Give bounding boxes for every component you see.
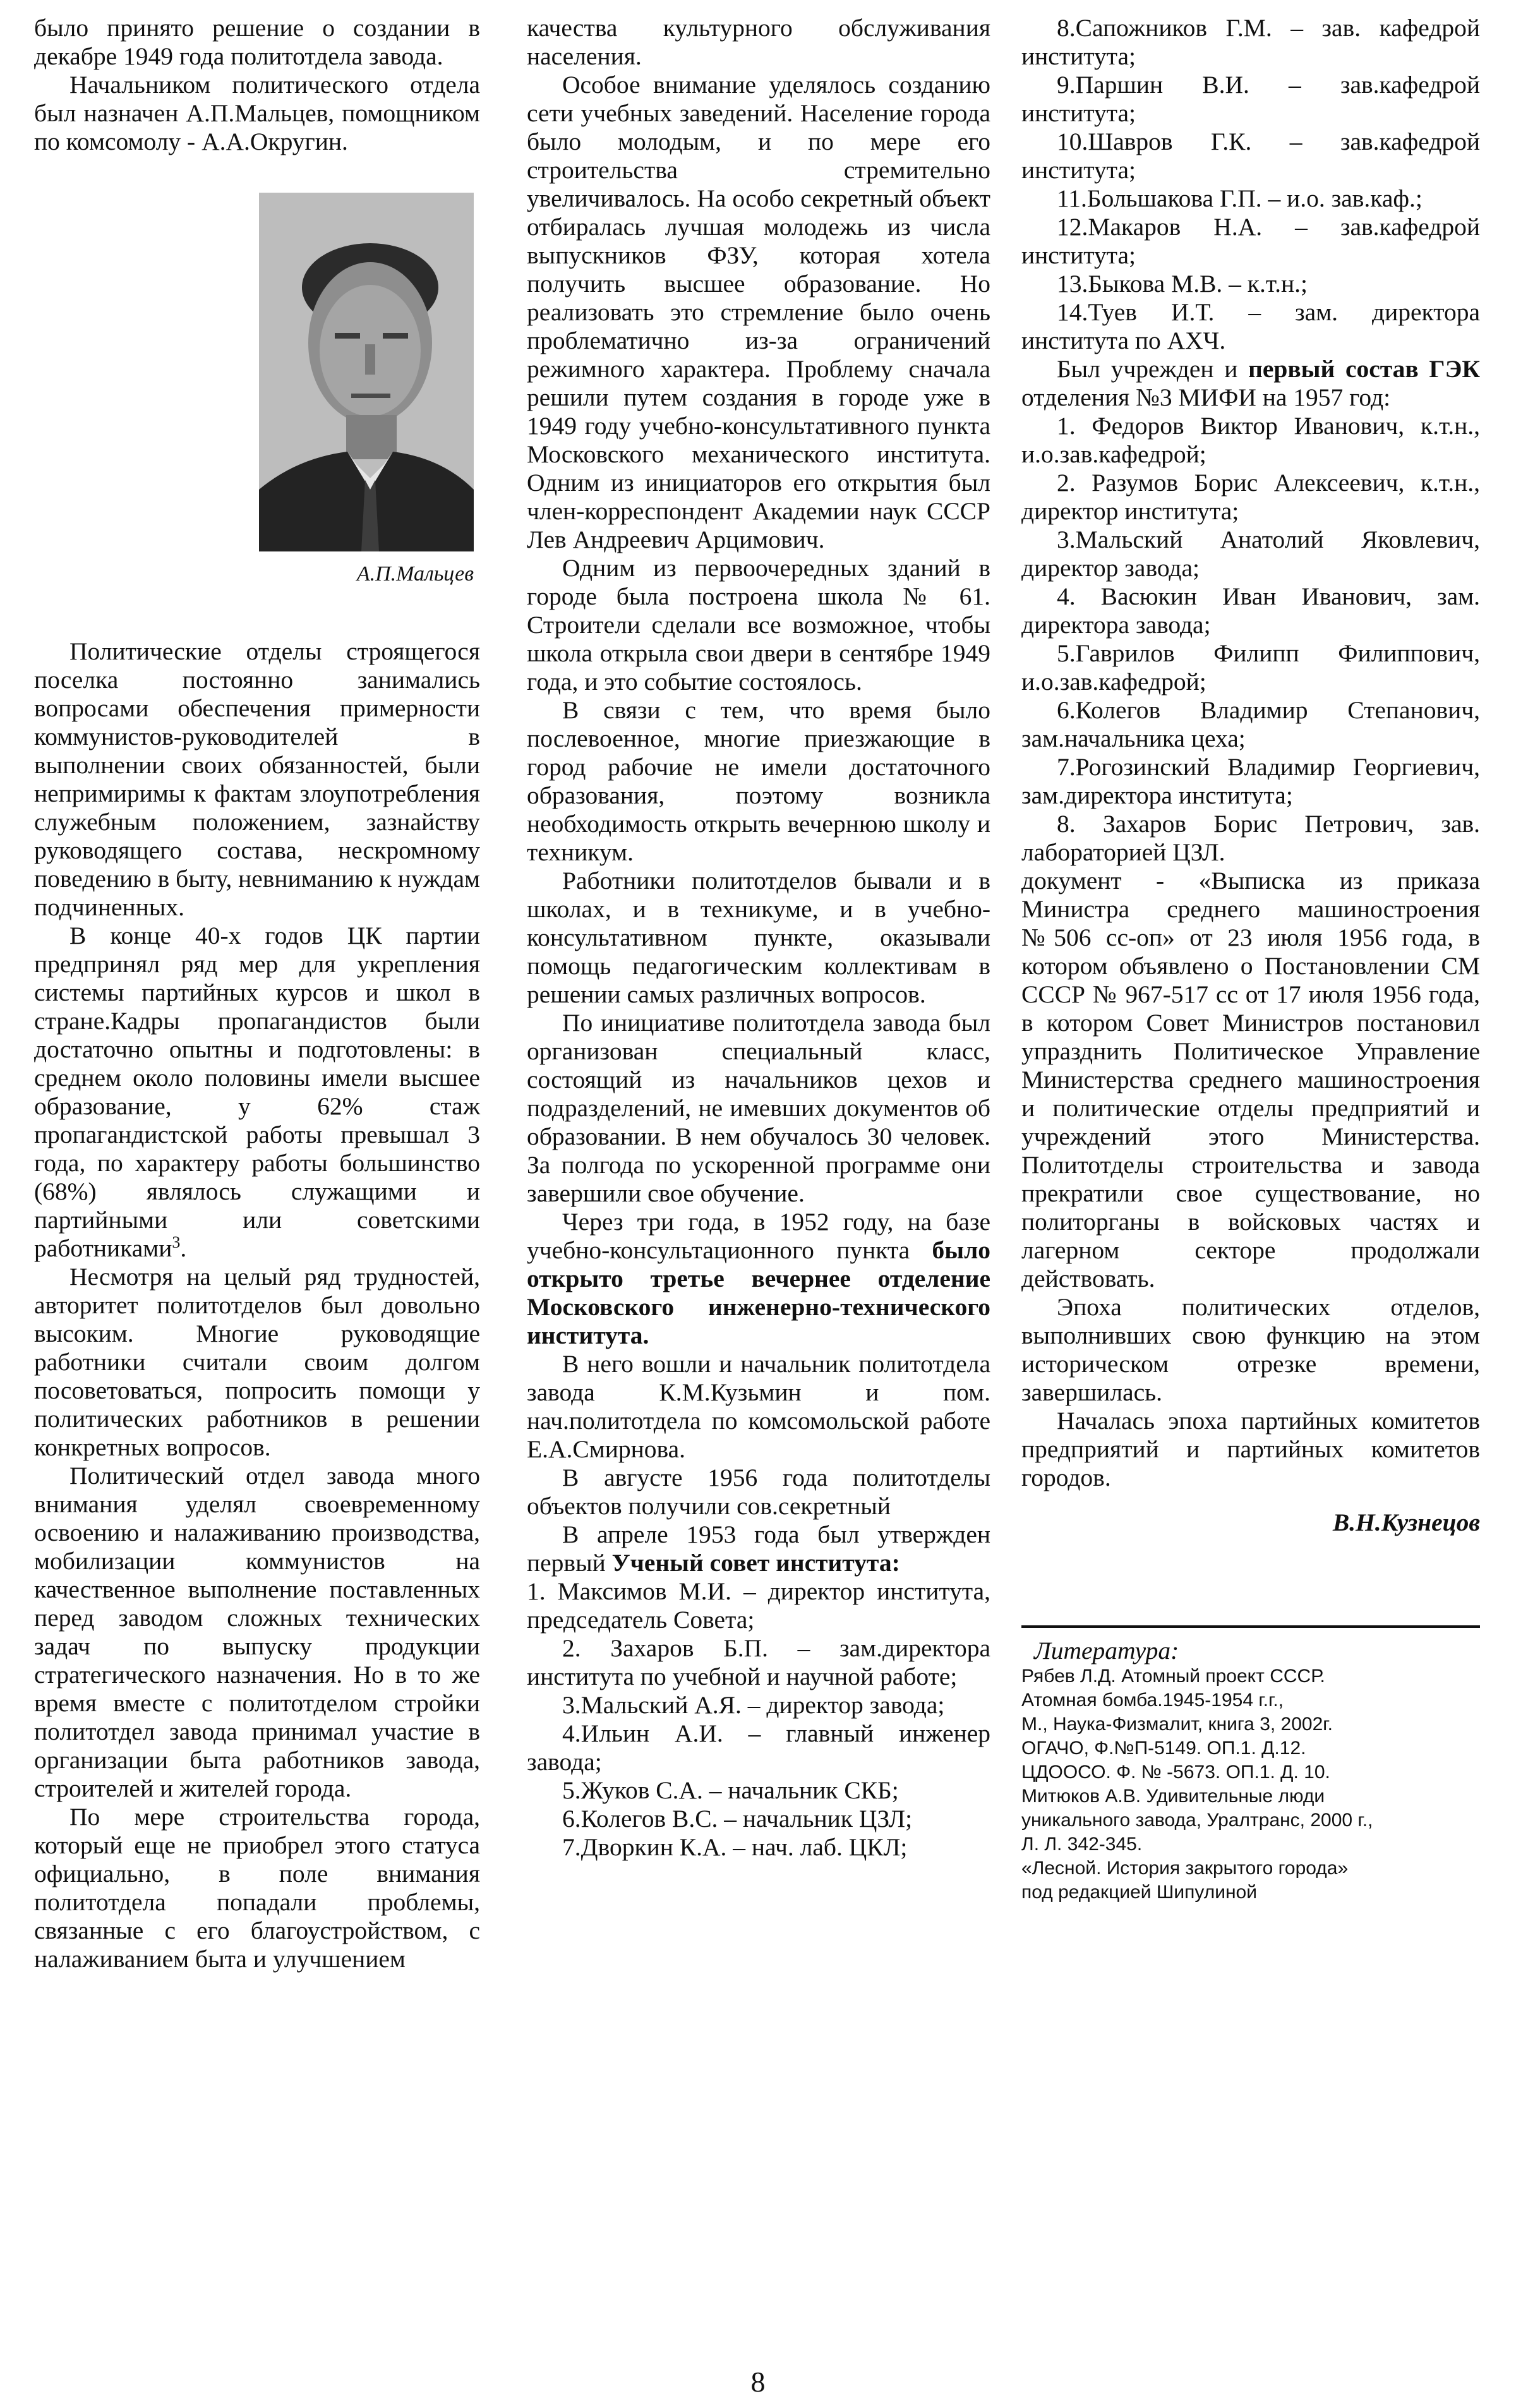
list-item: 7.Рогозинский Владимир Георгиевич, зам.директора института; (1021, 753, 1480, 809)
paragraph-bold: было открыто третье вечернее отделение Московского инженерно-технического института. (527, 1236, 990, 1349)
reference-line: уникального завода, Уралтранс, 2000 г., (1021, 1810, 1373, 1831)
paragraph: документ - «Выписка из приказа Министра среднего машиностроения №506 сс-оп» от 23 июля 1956 года, в котором объявлено о Постановлении СМ СССР № 967-517 сс от 17 июля 1956 года, в котором Совет Министров постановил упразднить Политическое Управление Министерства среднего машиностроения и политические отделы предприятий и учреждений этого Министерства. Политотделы строительства и завода прекратили свое существование, но политорганы в войсковых частях и лагерном секторе продолжали действовать. (1021, 867, 1480, 1292)
paragraph-bold: первый состав ГЭК (1248, 355, 1480, 383)
paragraph-text: В конце 40-х годов ЦК партии предпринял ряд мер для укрепления системы партийных курсов и школ в стране.Кадры пропагандистов были достаточно опытны и подготовлены: в среднем около половины имели высшее образование, у 62% стаж пропагандистской работы превышал 3 года, по характеру работы большинство (68%) являлось служащими и партийными или советскими работниками (34, 922, 480, 1262)
list-item: 2. Захаров Б.П. – зам.директора института по учебной и научной работе; (527, 1634, 990, 1690)
list-item: 1. Федоров Виктор Иванович, к.т.н., и.о.зав.кафедрой; (1021, 412, 1480, 468)
paragraph-text: Через три года, в 1952 году, на базе учебно-консультационного пункта (527, 1208, 990, 1264)
reference-line: Митюков А.В. Удивительные люди (1021, 1786, 1325, 1807)
paragraph: Началась эпоха партийных комитетов предприятий и партийных комитетов городов. (1021, 1407, 1480, 1491)
column-3 (1021, 14, 1480, 1905)
paragraph-text: Был учрежден и (1057, 355, 1238, 383)
paragraph (527, 1520, 990, 1577)
list-item: 11.Большакова Г.П. – и.о. зав.каф.; (1057, 184, 1423, 212)
list-item: 5.Жуков С.А. – начальник СКБ; (562, 1776, 899, 1804)
portrait-figure (259, 193, 474, 587)
paragraph: Политический отдел завода много внимания уделял своевременному освоению и налаживанию производства, мобилизации коммунистов на качественное выполнение поставленных перед заводом сложных технических задач по выпуску продукции стратегического назначения. Но в то же время вместе с политотделом стройки политотдел завода принимал участие в организации быта работников завода, строителей и жителей города. (34, 1462, 480, 1802)
column-1 (34, 14, 480, 1973)
paragraph: Одним из первоочередных зданий в городе была построена школа № 61. Строители сделали все возможное, чтобы школа открыла свои двери в сентябре 1949 года, и это событие состоялось. (527, 554, 990, 695)
paragraph: В августе 1956 года политотделы объектов получили сов.секретный (527, 1464, 990, 1520)
list-item: 1. Максимов М.И. – директор института, председатель Совета; (527, 1577, 990, 1634)
paragraph: По инициативе политотдела завода был организован специальный класс, состоящий из начальников цехов и подразделений, не имевших документов об образовании. В нем обучалось 30 человек. За полгода по ускоренной программе они завершили свое обучение. (527, 1009, 990, 1207)
paragraph (1021, 355, 1480, 412)
paragraph: Эпоха политических отделов, выполнивших свою функцию на этом историческом отрезке времени, завершилась. (1021, 1293, 1480, 1406)
paragraph: Политические отделы строящегося поселка постоянно занимались вопросами обеспечения примерности коммунистов-руководителей в выполнении своих обязанностей, были непримиримы к фактам злоупотребления служебным положением, зазнайству руководящего состава, нескромному поведению в быту, невниманию к нуждам подчиненных. (34, 637, 480, 921)
references-list (1021, 1665, 1480, 1905)
page-number: 8 (750, 2366, 766, 2398)
reference-line: ЦДООСО. Ф. № -5673. ОП.1. Д. 10. (1021, 1762, 1330, 1783)
reference-line: Рябев Л.Д. Атомный проект СССР. (1021, 1666, 1325, 1687)
reference-line: под редакцией Шипулиной (1021, 1882, 1257, 1903)
portrait-photo (259, 193, 474, 551)
list-item: 4.Ильин А.И. – главный инженер завода; (527, 1719, 990, 1776)
list-item: 4. Васюкин Иван Иванович, зам. директора завода; (1021, 582, 1480, 639)
list-item: 8. Захаров Борис Петрович, зав. лабораторией ЦЗЛ. (1021, 810, 1480, 866)
list-item: 3.Мальский А.Я. – директор завода; (562, 1691, 945, 1719)
paragraph: Особое внимание уделялось созданию сети учебных заведений. Население города было молодым, и по мере его строительства стремительно увеличивалось. На особо секретный объект отбиралась лучшая молодежь из числа выпускников ФЗУ, которая хотела получить высшее образование. Но реализовать это стремление было очень проблематично из-за ограничений режимного характера. Проблему сначала решили путем создания в городе уже в 1949 году учебно-консультативного пункта Московского механического института. Одним из инициаторов его открытия был член-корреспондент Академии наук СССР Лев Андреевич Арцимович. (527, 71, 990, 553)
paragraph: В связи с тем, что время было послевоенное, многие приезжающие в город рабочие не имели достаточного образования, поэтому возникла необходимость открыть вечернюю школу и техникум. (527, 696, 990, 866)
paragraph (527, 1208, 990, 1350)
list-item: 10.Шавров Г.К. – зав.кафедрой института; (1021, 128, 1480, 184)
footnote-ref: 3 (172, 1232, 181, 1251)
author-signature: В.Н.Кузнецов (1332, 1508, 1480, 1536)
references-title: Литература: (1034, 1637, 1179, 1665)
list-item: 6.Колегов В.С. – начальник ЦЗЛ; (562, 1805, 913, 1833)
divider (1021, 1625, 1480, 1628)
list-item: 8.Сапожников Г.М. – зав. кафедрой института; (1021, 14, 1480, 70)
paragraph-text: отделения №3 МИФИ на 1957 год: (1021, 383, 1391, 411)
reference-line: «Лесной. История закрытого города» (1021, 1858, 1349, 1879)
reference-line: Атомная бомба.1945-1954 г.г., (1021, 1690, 1284, 1711)
paragraph: Несмотря на целый ряд трудностей, авторитет политотделов был довольно высоким. Многие руководящие работники считали своим долгом посоветоваться, попросить помощи у политических работников в решении конкретных вопросов. (34, 1263, 480, 1461)
list-item: 3.Мальский Анатолий Яковлевич, директор завода; (1021, 526, 1480, 582)
column-2 (527, 14, 990, 1862)
list-item: 9.Паршин В.И. – зав.кафедрой института; (1021, 71, 1480, 127)
list-item: 14.Туев И.Т. – зам. директора института по АХЧ. (1021, 298, 1480, 354)
list-item: 12.Макаров Н.А. – зав.кафедрой института; (1021, 213, 1480, 269)
list-item: 5.Гаврилов Филипп Филиппович, и.о.зав.кафедрой; (1021, 639, 1480, 695)
paragraph: По мере строительства города, который еще не приобрел этого статуса официально, в поле внимания политотдела попадали проблемы, связанные с его благоустройством, с налаживанием быта и улучшением (34, 1803, 480, 1973)
paragraph (34, 922, 480, 1263)
list-item: 7.Дворкин К.А. – нач. лаб. ЦКЛ; (562, 1833, 908, 1861)
list-item: 6.Колегов Владимир Степанович, зам.начальника цеха; (1021, 696, 1480, 752)
reference-line: ОГАЧО, Ф.№П-5149. ОП.1. Д.12. (1021, 1738, 1306, 1759)
list-item: 2. Разумов Борис Алексеевич, к.т.н., директор института; (1021, 469, 1480, 525)
reference-line: М., Наука-Физмалит, книга 3, 2002г. (1021, 1714, 1333, 1735)
paragraph-text: В апреле 1953 года был утвержден первый (527, 1520, 990, 1577)
list-item: 13.Быкова М.В. – к.т.н.; (1057, 270, 1308, 298)
portrait-illustration (259, 193, 474, 551)
paragraph: В него вошли и начальник политотдела завода К.М.Кузьмин и пом. нач.политотдела по комсомольской работе Е.А.Смирнова. (527, 1350, 990, 1463)
paragraph: Работники политотделов бывали и в школах, и в техникуме, и в учебно-консультативном пункте, оказывали помощь педагогическим коллективам в решении самых различных вопросов. (527, 867, 990, 1008)
paragraph: Начальником политического отдела был назначен А.П.Мальцев, помощником по комсомолу - А.А.Округин. (34, 71, 480, 155)
reference-line: Л. Л. 342-345. (1021, 1834, 1143, 1855)
paragraph-bold: Ученый совет института: (611, 1549, 900, 1577)
paragraph: было принято решение о создании в декабре 1949 года политотдела завода. (34, 14, 480, 70)
photo-caption: А.П.Мальцев (356, 562, 474, 586)
paragraph-end: . (180, 1234, 187, 1262)
paragraph: качества культурного обслуживания населения. (527, 14, 990, 70)
